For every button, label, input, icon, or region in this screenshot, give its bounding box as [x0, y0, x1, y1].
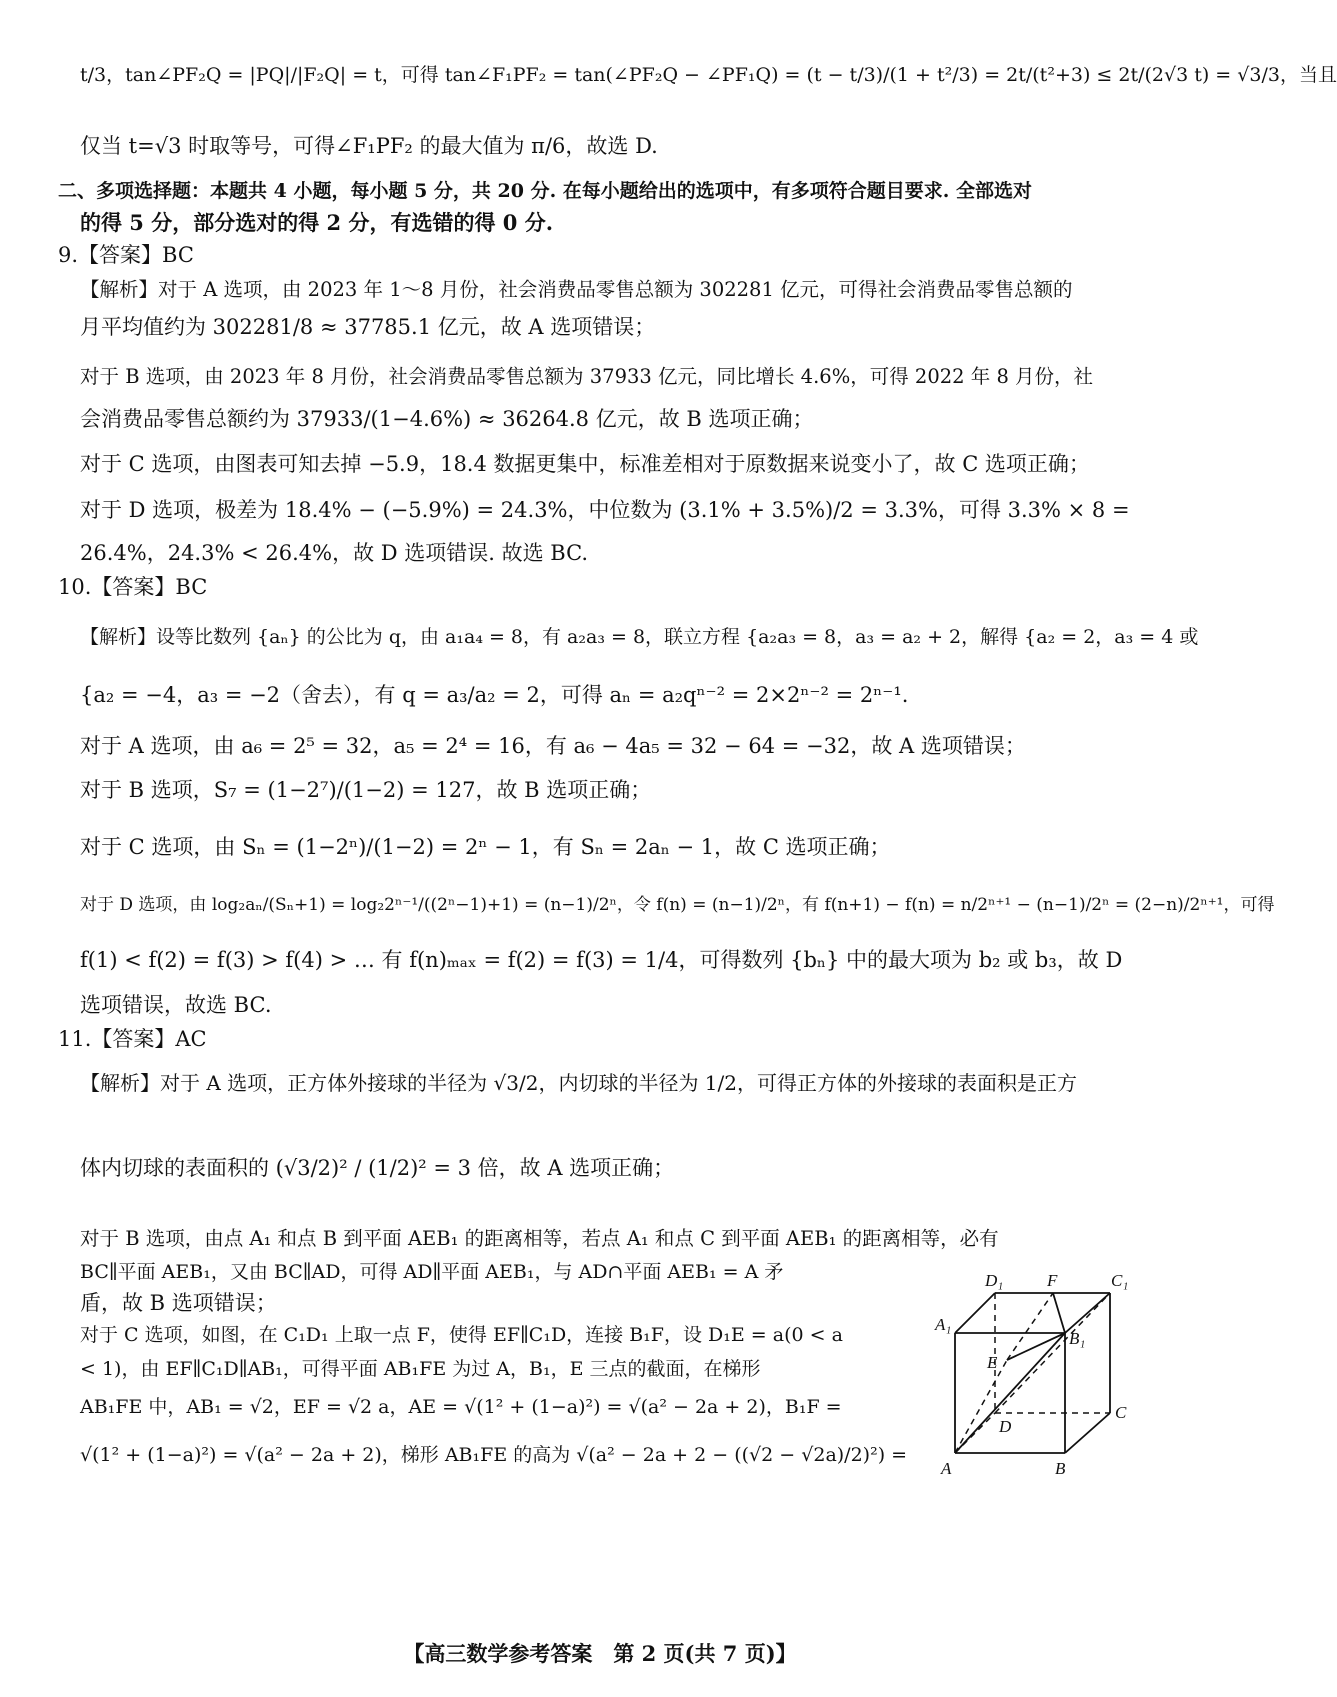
text-line: BC∥平面 AEB₁，又由 BC∥AD，可得 AD∥平面 AEB₁，与 AD∩平面 AEB₁ = A 矛	[80, 1261, 784, 1283]
page-footer: 【高三数学参考答案 第 2 页(共 7 页)】	[403, 1641, 797, 1666]
vertex-label-c1: C₁	[1111, 1271, 1129, 1290]
text-line: 对于 B 选项，由 2023 年 8 月份，社会消费品零售总额为 37933 亿元，同比增长 4.6%，可得 2022 年 8 月份，社	[80, 365, 1094, 388]
vertex-label-d: D	[999, 1417, 1012, 1436]
line-a-e-hidden	[955, 1360, 1007, 1453]
text-line: 对于 D 选项，极差为 18.4% − (−5.9%) = 24.3%，中位数为 (3.1% + 3.5%)/2 = 3.3%，可得 3.3% × 8 =	[80, 498, 1130, 522]
text-line: 月平均值约为 302281/8 ≈ 37785.1 亿元，故 A 选项错误；	[80, 315, 656, 339]
vertex-label-c: C	[1115, 1403, 1127, 1422]
text-line: 选项错误，故选 BC.	[80, 993, 272, 1017]
line-d-c1-hidden	[995, 1293, 1110, 1413]
vertex-label-b1: B₁	[1069, 1329, 1086, 1348]
text-line: 对于 C 选项，由图表可知去掉 −5.9，18.4 数据更集中，标准差相对于原数据来说变小了，故 C 选项正确；	[80, 452, 1090, 476]
text-line: f(1) < f(2) = f(3) > f(4) > … 有 f(n)ₘₐₓ = f(2) = f(3) = 1/4，可得数列 {bₙ} 中的最大项为 b₂ 或 b₃，故 D	[80, 948, 1123, 972]
line-f-b1	[1053, 1293, 1065, 1333]
text-line: 【解析】设等比数列 {aₙ} 的公比为 q，由 a₁a₄ = 8，有 a₂a₃ = 8，联立方程 {a₂a₃ = 8，a₃ = a₂ + 2，解得 {a₂ = 2，a₃ = 4 或	[80, 626, 1199, 648]
text-line: 对于 B 选项，S₇ = (1−2⁷)/(1−2) = 127，故 B 选项正确；	[80, 778, 652, 802]
text-line: 对于 C 选项，由 Sₙ = (1−2ⁿ)/(1−2) = 2ⁿ − 1，有 Sₙ = 2aₙ − 1，故 C 选项正确；	[80, 835, 891, 859]
text-line: {a₂ = −4，a₃ = −2（舍去），有 q = a₃/a₂ = 2，可得 aₙ = a₂qⁿ⁻² = 2×2ⁿ⁻² = 2ⁿ⁻¹.	[80, 683, 909, 707]
text-line: 会消费品零售总额约为 37933/(1−4.6%) ≈ 36264.8 亿元，故 B 选项正确；	[80, 407, 814, 431]
text-line: 对于 C 选项，如图，在 C₁D₁ 上取一点 F，使得 EF∥C₁D，连接 B₁F，设 D₁E = a(0 < a	[80, 1324, 843, 1346]
section-heading-cont: 的得 5 分，部分选对的得 2 分，有选错的得 0 分.	[80, 210, 554, 235]
text-line: 仅当 t=√3 时取等号，可得∠F₁PF₂ 的最大值为 π/6，故选 D.	[80, 134, 658, 158]
text-line: 【解析】对于 A 选项，由 2023 年 1～8 月份，社会消费品零售总额为 302281 亿元，可得社会消费品零售总额的	[80, 278, 1073, 301]
text-line: 盾，故 B 选项错误；	[80, 1291, 277, 1315]
vertex-label-e: E	[987, 1353, 998, 1372]
vertex-label-d1: D₁	[985, 1271, 1004, 1290]
text-line: 26.4%，24.3% < 26.4%，故 D 选项错误. 故选 BC.	[80, 541, 589, 565]
text-line: 对于 D 选项，由 log₂aₙ/(Sₙ+1) = log₂2ⁿ⁻¹/((2ⁿ−1)+1) = (n−1)/2ⁿ，令 f(n) = (n−1)/2ⁿ，有 f(n+1) − f(n) = n/2ⁿ⁺¹ − (n−1)/2ⁿ = (2−n)/2ⁿ⁺¹，可得	[80, 895, 1275, 915]
vertex-label-f: F	[1047, 1271, 1058, 1290]
answer-label: 11.【答案】AC	[58, 1027, 207, 1051]
text-line: 对于 B 选项，由点 A₁ 和点 B 到平面 AEB₁ 的距离相等，若点 A₁ 和点 C 到平面 AEB₁ 的距离相等，必有	[80, 1227, 999, 1250]
section-heading: 二、多项选择题：本题共 4 小题，每小题 5 分，共 20 分. 在每小题给出的选项中，有多项符合题目要求. 全部选对	[58, 180, 1033, 202]
vertex-label-a1: A₁	[935, 1315, 952, 1334]
text-line: 对于 A 选项，由 a₆ = 2⁵ = 32，a₅ = 2⁴ = 16，有 a₆ − 4a₅ = 32 − 64 = −32，故 A 选项错误；	[80, 734, 1026, 758]
text-line: 体内切球的表面积的 (√3/2)² / (1/2)² = 3 倍，故 A 选项正确；	[80, 1156, 675, 1180]
answer-label: 9.【答案】BC	[58, 243, 194, 267]
text-line: < 1)，由 EF∥C₁D∥AB₁，可得平面 AB₁FE 为过 A，B₁，E 三点的截面，在梯形	[80, 1358, 761, 1380]
text-line: AB₁FE 中，AB₁ = √2，EF = √2 a，AE = √(1² + (1−a)²) = √(a² − 2a + 2)，B₁F =	[80, 1396, 842, 1418]
cube-figure	[935, 1218, 1135, 1478]
text-line: √(1² + (1−a)²) = √(a² − 2a + 2)，梯形 AB₁FE 的高为 √(a² − 2a + 2 − ((√2 − √2a)/2)²) =	[80, 1444, 908, 1466]
text-line: 【解析】对于 A 选项，正方体外接球的半径为 √3/2，内切球的半径为 1/2，可得正方体的外接球的表面积是正方	[80, 1071, 1077, 1095]
text-line: t/3，tan∠PF₂Q = |PQ|/|F₂Q| = t，可得 tan∠F₁PF₂ = tan(∠PF₂Q − ∠PF₁Q) = (t − t/3)/(1 + t²/3) = 2t/(t²+3) ≤ 2t/(2√3 t) = √3/3，当且	[80, 64, 1337, 86]
edge-b-c	[1065, 1413, 1110, 1453]
vertex-label-b: B	[1055, 1459, 1066, 1478]
vertex-label-a: A	[941, 1459, 952, 1478]
answer-label: 10.【答案】BC	[58, 575, 208, 599]
edge-a1-d1	[955, 1293, 995, 1333]
